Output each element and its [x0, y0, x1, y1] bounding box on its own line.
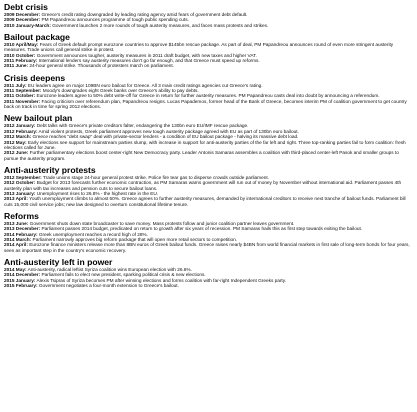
entry-text: PM Papandreou announces programme of tough public spending cuts.	[40, 18, 189, 24]
timeline-entry	[4, 43, 413, 54]
entry-text: Eurozone finance ministers release more than 8BN euros of Greek bailout funds. Greece raises nearly $4BN from world financial markets in first sale of long-term bonds for four years, seen as important step in the country's economic recovery.	[4, 243, 410, 254]
timeline-entry	[4, 24, 413, 29]
entry-date: 2012 September:	[4, 175, 42, 181]
entry-text: Moody's downgrades eight Greek banks over Greece's ability to pay debts.	[41, 89, 199, 95]
entry-list	[4, 222, 413, 254]
entry-text: Budget for 2013 forecasts further economic contraction, as PM Samaras warns government will run out of money by November without international aid. Parliament passes 4th austerity plan with tax increases and pension cuts to secure bailout loans.	[4, 181, 402, 192]
entry-date: 2014 December:	[4, 273, 41, 279]
entry-date: 2014 March:	[4, 237, 32, 243]
timeline-entry	[4, 181, 413, 192]
entry-text: Greek unemployment reaches a record high of 28%.	[37, 232, 148, 238]
timeline-section	[4, 211, 413, 254]
timeline-entry	[4, 197, 413, 208]
entry-date: 2011 July:	[4, 83, 27, 89]
entry-date: 2014 April:	[4, 243, 28, 249]
entry-list	[4, 84, 413, 111]
section-heading: Anti-austerity left in power	[4, 257, 113, 267]
entry-date: 2015 January:	[4, 278, 36, 284]
entry-text: EU leaders agree on major 109BN euro bailout for Greece. All 3 main credit ratings agencies cut Greece's rating.	[26, 83, 263, 89]
entry-text: Youth unemployment climbs to almost 60%. Greece agrees to further austerity measures, demanded by international creditors to receive next tranche of bailout funds. Parliament bill cuts 15,000 civil service jobs; new law designed to overturn constitutional lifetime tenure.	[4, 197, 406, 208]
timeline-entry	[4, 243, 413, 254]
entry-date: 2012 October:	[4, 181, 36, 187]
section-heading: Crisis deepens	[4, 72, 66, 83]
entry-date: 2011 September:	[4, 89, 42, 95]
entry-list	[4, 43, 413, 70]
entry-text: Government launches 2 more rounds of tough austerity measures, and faces mass protests and strikes.	[50, 23, 269, 29]
entry-date: 2011 October:	[4, 94, 36, 100]
entry-text: Fears of Greek default prompt eurozone countries to approve $145bn rescue package. As part of deal, PM Papandreou announces round of even more stringent austerity measures. Trade unions call general strike in protest.	[4, 43, 394, 54]
entry-date: 2012 March:	[4, 135, 32, 141]
entry-date: 2011 February:	[4, 59, 38, 65]
timeline-entry	[4, 141, 413, 152]
entry-date: 2012 May:	[4, 140, 27, 146]
entry-date: 2012 June:	[4, 151, 29, 157]
entry-list	[4, 124, 413, 161]
entry-date: 2014 May:	[4, 268, 27, 273]
entry-date: 2013 June:	[4, 221, 29, 227]
entry-text: 24-hour general strike. Thousands of protesters march on parliament.	[28, 64, 174, 70]
timeline-entry	[4, 100, 413, 111]
entry-text: Greece reaches "debt swap" deal with private-sector lenders - a condition of EU bailout package - halving its massive debt load.	[31, 135, 299, 141]
entry-date: 2011 June:	[4, 64, 29, 70]
entry-text: Government announces tougher, austerity measures in 2011 draft budget, with new taxes and higher VAT.	[35, 53, 257, 59]
timeline-entry	[4, 151, 413, 162]
entry-text: Trade unions stage 24-hour general protest strike. Police fire tear gas to disperse crowds outside parliament.	[41, 175, 269, 181]
entry-text: Facing criticism over referendum plan, Papandreou resigns. Lucas Papademos, former head of the Bank of Greece, becomes interim PM of coalition government to get country back on track in time for spring 2012 elections.	[4, 99, 407, 111]
section-heading: Reforms	[4, 210, 39, 221]
entry-date: 2015 February:	[4, 284, 38, 290]
entry-date: 2013 December:	[4, 227, 41, 233]
section-heading: Bailout package	[4, 32, 70, 43]
entry-date: 2014 February:	[4, 232, 38, 238]
entry-text: International lenders say austerity measures don't go far enough, and that Greece must speed up reforms.	[37, 59, 260, 65]
timeline-entry	[4, 64, 413, 69]
entry-date: 2012 February:	[4, 129, 38, 135]
entry-text: Parliament fails to elect new president, sparking political crisis & new elections.	[40, 273, 206, 279]
entry-text: Parliament narrowly approves big reform package that will open more retail sectors to competition.	[31, 237, 238, 243]
entry-text: Eurozone leaders agree to 50% debt write-off for Greece in return for further austerity measures. PM Papandreou casts deal into doubt by announcing a referendum.	[35, 94, 380, 100]
entry-text: Unemployment rises to 26.8% - the highest rate in the EU.	[35, 191, 159, 197]
entry-date: 2013 April:	[4, 197, 28, 203]
timeline-section	[4, 113, 413, 161]
timeline-section	[4, 257, 413, 289]
entry-date: 2010 October:	[4, 53, 36, 59]
section-heading: New bailout plan	[4, 113, 73, 124]
entry-text: Government negotiates a four-month extension to Greece's bailout.	[37, 284, 179, 290]
entry-date: 2009 December:	[4, 18, 41, 24]
entry-date: 2013 January:	[4, 191, 36, 197]
timeline-section	[4, 2, 413, 29]
entry-date: 2009 December:	[4, 13, 41, 18]
entry-text: Government shuts down state broadcaster to save money. Mass protests follow and junior coalition partner leaves government.	[28, 221, 295, 227]
entry-date: 2010 April/May:	[4, 43, 39, 49]
entry-text: Early elections see support for mainstream parties slump, with increase in support for anti-austerity parties of the far left and right. Three top-ranking parties fail to form coalition: fresh elections called for June.	[4, 140, 406, 151]
entry-text: Anti-austerity, radical leftist Syriza coalition wins European election with 26.6%.	[26, 268, 192, 273]
entry-date: 2010 January-March:	[4, 23, 51, 29]
entry-text: Parliament passes 2014 budget, predicated on return to growth after six years of recession. PM Samaras hails this as first step towards exiting the bailout.	[40, 227, 363, 233]
entry-text: Alexis Tsipras of Syriza becomes PM after winning elections and forms coalition with far-right Independent Greeks party.	[35, 278, 287, 284]
entry-date: 2012 January:	[4, 124, 36, 130]
section-heading: Anti-austerity protests	[4, 164, 96, 175]
entry-date: 2011 November:	[4, 99, 41, 105]
entry-list	[4, 176, 413, 208]
section-heading: Debt crisis	[4, 2, 48, 12]
entry-text: Greece's credit rating downgraded by leading rating agency amid fears of government debt default.	[40, 13, 248, 18]
timeline-section	[4, 32, 413, 70]
timeline-section	[4, 165, 413, 208]
timeline-section	[4, 73, 413, 111]
entry-list	[4, 13, 413, 29]
timeline-entry	[4, 284, 413, 289]
entry-text: Debt talks with Greece's private creditors falter, endangering the 130bn euro EU/IMF rescue package.	[35, 124, 249, 130]
entry-list	[4, 268, 413, 289]
entry-text: Amid violent protests, Greek parliament approves new tough austerity package agreed with EU as part of 130bn euro bailout.	[37, 129, 299, 135]
entry-text: Further parliamentary elections boost center-right New Democracy party. Leader Antonis Samaras assembles a coalition with third-placed center-left Pasok and smaller groups to pursue the austerity program.	[4, 151, 399, 162]
